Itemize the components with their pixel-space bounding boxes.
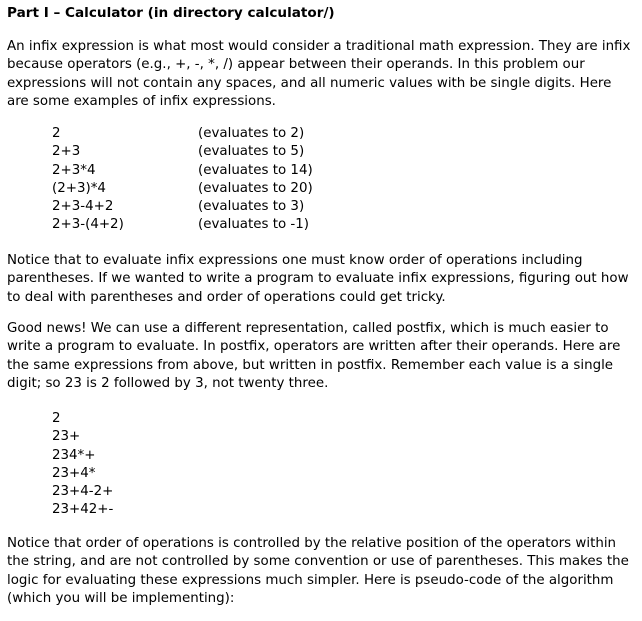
- infix-expression: (2+3)*4: [52, 180, 106, 196]
- intro-paragraph: An infix expression is what most would consider a traditional math expression. They are infix because operators (e.g., +, -, *, /) appear between their operands. In this problem our expressions will not contain any spaces, and all numeric values with be single digits. Here are some examples of infix expressions.: [7, 39, 631, 109]
- infix-expression: 2+3-4+2: [52, 199, 114, 215]
- section-title: Part I – Calculator (in directory calculator/): [7, 5, 335, 21]
- postfix-expression: 234*+: [52, 447, 96, 463]
- evaluation-note: (evaluates to -1): [198, 217, 310, 233]
- postfix-examples-list: [52, 410, 113, 520]
- infix-expression: 2+3: [52, 144, 81, 160]
- infix-example-row: [52, 143, 313, 161]
- order-of-operations-paragraph: Notice that to evaluate infix expressions one must know order of operations including parentheses. If we wanted to write a program to evaluate infix expressions, figuring out how to deal with parentheses and order of operations could get tricky.: [7, 253, 629, 305]
- infix-example-row: [52, 216, 313, 234]
- infix-example-row: [52, 198, 313, 216]
- postfix-expression: 23+4*: [52, 465, 96, 481]
- infix-expression: 2: [52, 126, 61, 141]
- infix-expression: 2+3*4: [52, 162, 96, 178]
- infix-example-row: [52, 162, 313, 180]
- infix-example-row: [52, 180, 313, 198]
- evaluation-note: (evaluates to 3): [198, 199, 305, 215]
- evaluation-note: (evaluates to 14): [198, 162, 313, 178]
- evaluation-note: (evaluates to 20): [198, 180, 313, 196]
- evaluation-note: (evaluates to 2): [198, 126, 305, 141]
- postfix-expression: 23+42+-: [52, 502, 114, 518]
- closing-paragraph: Notice that order of operations is controlled by the relative position of the operators within the string, and are not controlled by some convention or use of parentheses. This makes the logic for evaluating these expressions much simpler. Here is pseudo-code of the algorithm (which you will be implementing):: [7, 536, 629, 606]
- postfix-expression: 2: [52, 411, 61, 426]
- postfix-expression: 23+: [52, 429, 81, 445]
- infix-example-row: [52, 125, 313, 143]
- postfix-expression: 23+4-2+: [52, 484, 114, 500]
- infix-expression: 2+3-(4+2): [52, 217, 124, 233]
- evaluation-note: (evaluates to 5): [198, 144, 305, 160]
- postfix-paragraph: Good news! We can use a different representation, called postfix, which is much easier to write a program to evaluate. In postfix, operators are written after their operands. Here are the same expressions from above, but written in postfix. Remember each value is a single digit; so 23 is 2 followed by 3, not twenty three.: [7, 321, 621, 391]
- infix-examples-list: [52, 125, 313, 235]
